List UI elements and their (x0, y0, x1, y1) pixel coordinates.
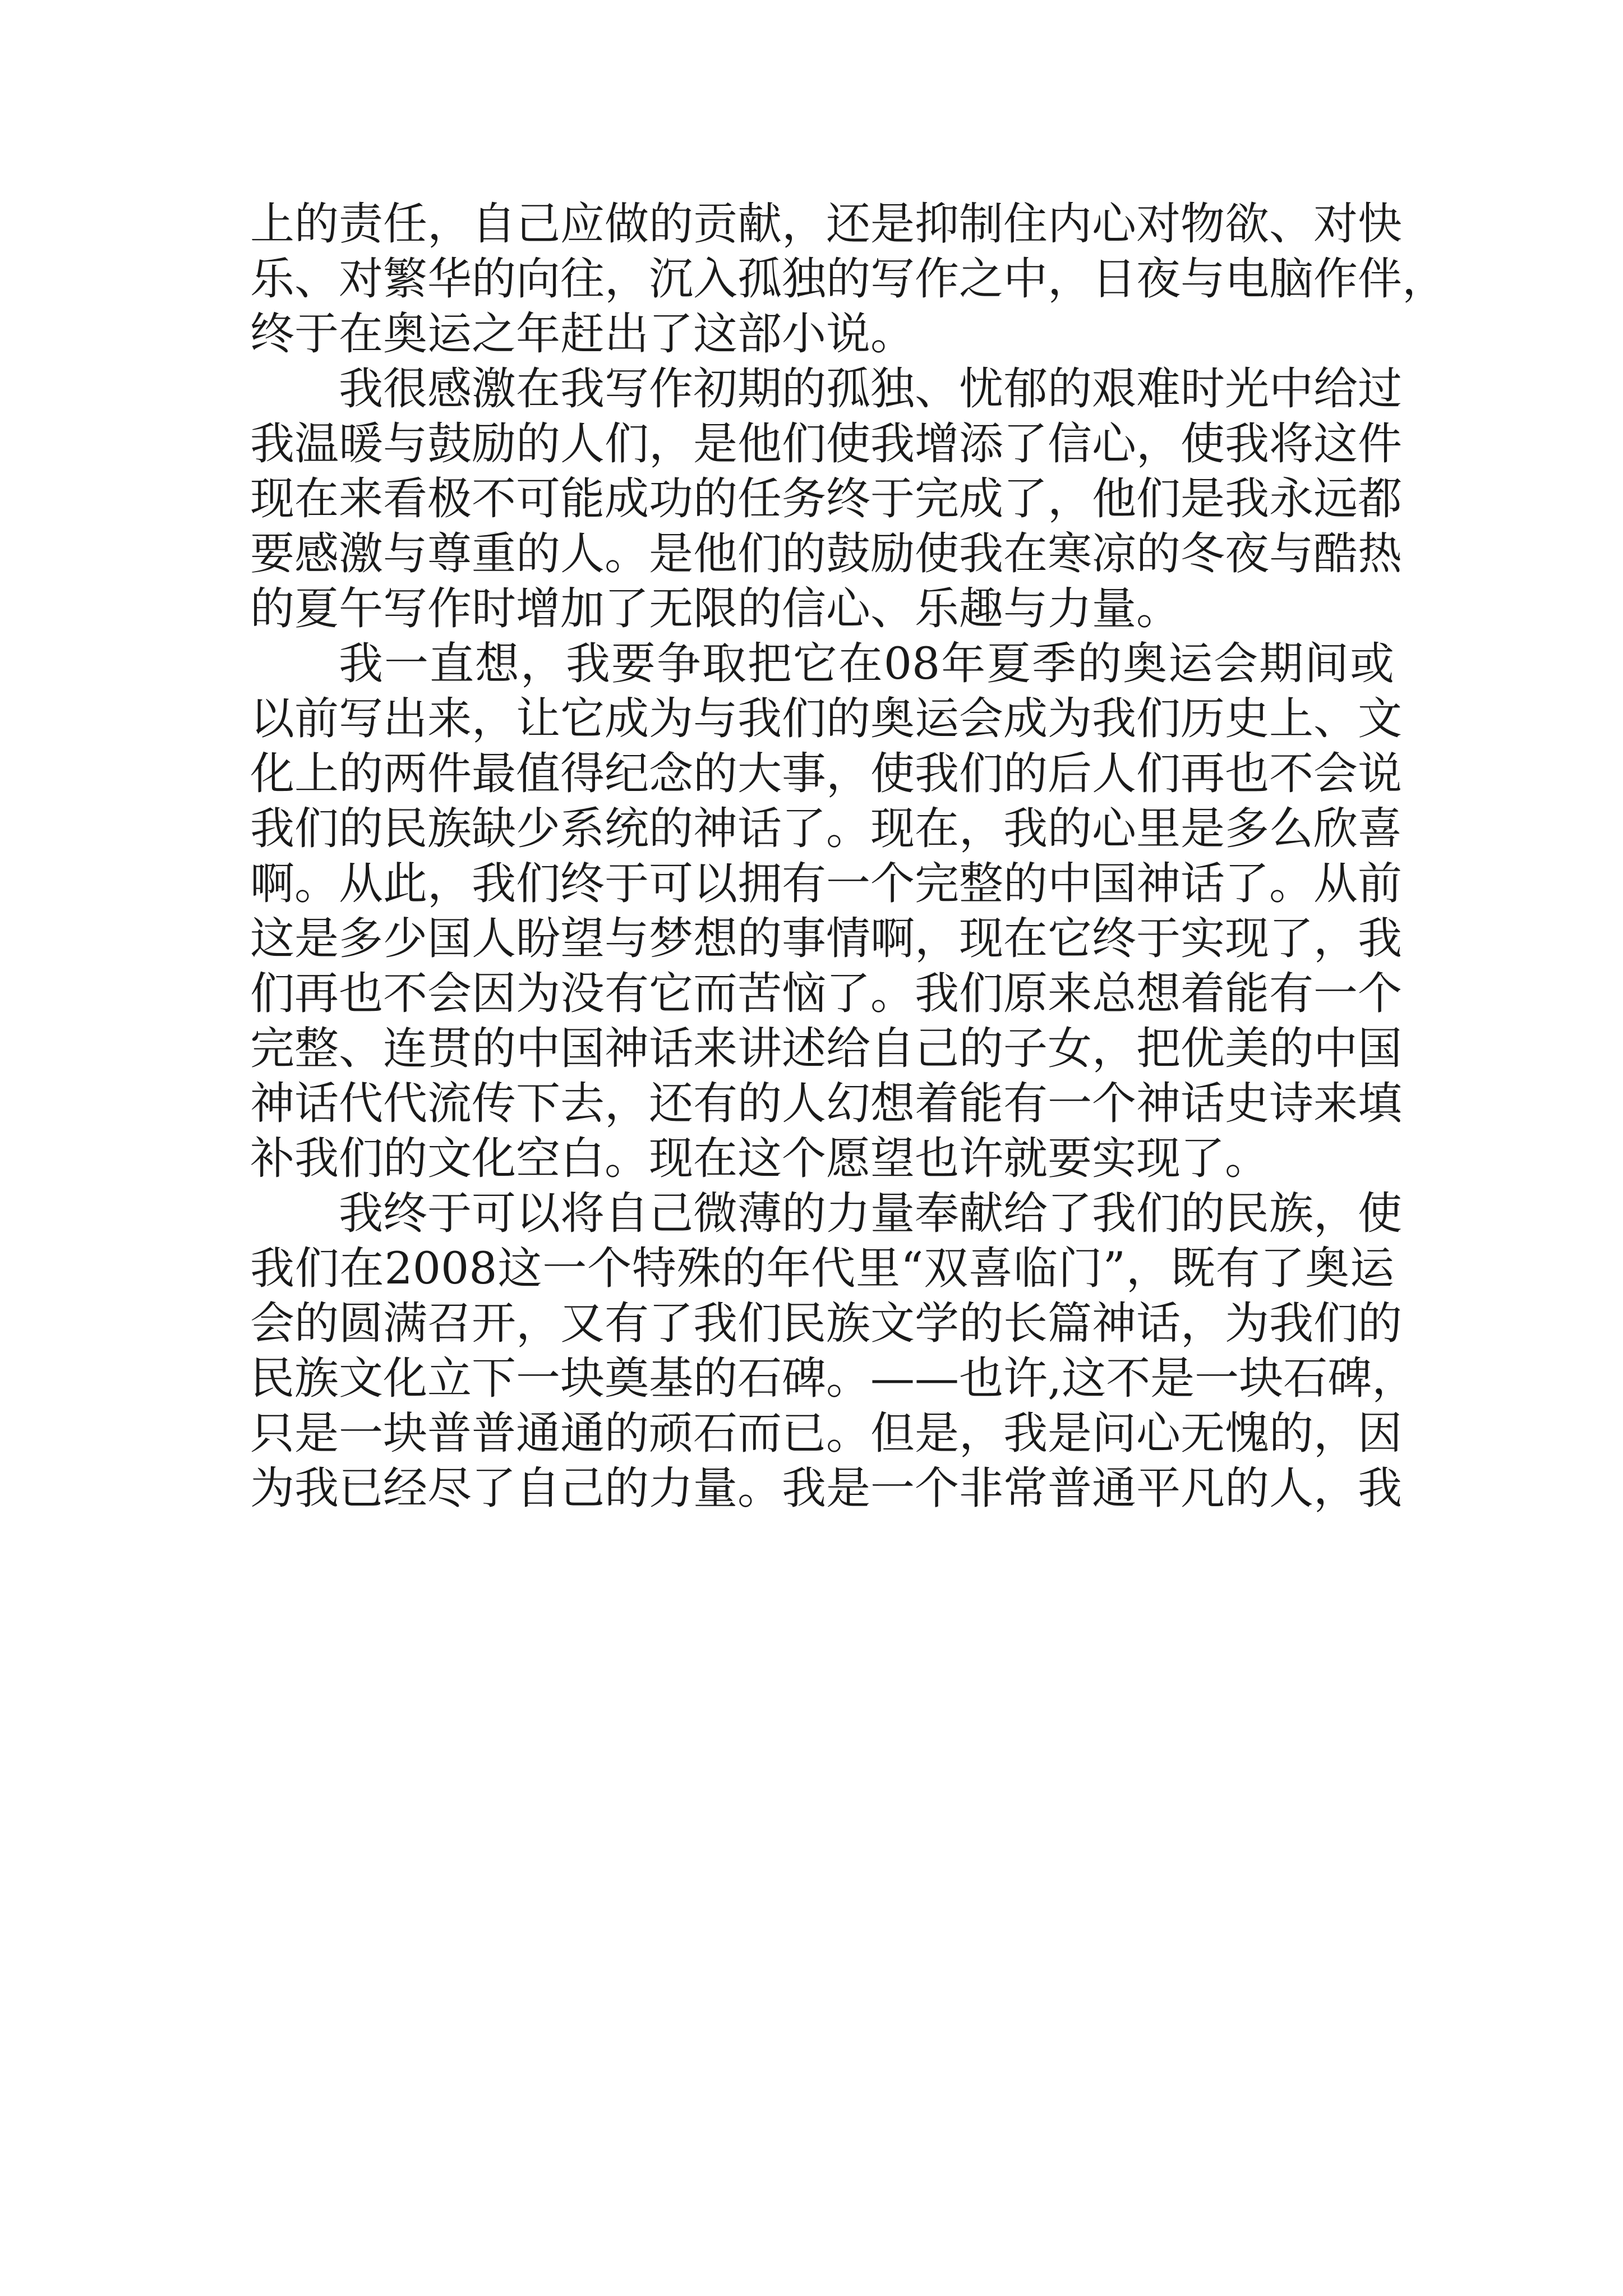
text-line: 为我已经尽了自己的力量。我是一个非常普通平凡的人，我 (250, 1462, 1402, 1514)
text-line: 啊。从此，我们终于可以拥有一个完整的中国神话了。从前 (250, 858, 1402, 909)
paragraph-1 (250, 196, 1446, 361)
text-line: 上的责任，自己应做的贡献，还是抑制住内心对物欲、对快 (250, 198, 1402, 250)
text-line: 神话代代流传下去，还有的人幻想着能有一个神话史诗来填 (250, 1078, 1402, 1129)
text-line: 我一直想，我要争取把它在08年夏季的奥运会期间或 (339, 638, 1394, 689)
text-line: 只是一块普普通通的顽石而已。但是，我是问心无愧的，因 (250, 1407, 1402, 1459)
text-line: 以前写出来，让它成为与我们的奥运会成为我们历史上、文 (250, 693, 1402, 744)
text-line: 民族文化立下一块奠基的石碑。——也许,这不是一块石碑， (250, 1352, 1417, 1404)
text-line: 完整、连贯的中国神话来讲述给自己的子女，把优美的中国 (250, 1023, 1402, 1074)
text-line: 我们的民族缺少系统的神话了。现在，我的心里是多么欣喜 (250, 803, 1402, 854)
text-line: 我很感激在我写作初期的孤独、忧郁的艰难时光中给过 (339, 363, 1402, 415)
text-line: 终于在奥运之年赶出了这部小说。 (250, 308, 915, 360)
text-line: 会的圆满召开，又有了我们民族文学的长篇神话，为我们的 (250, 1297, 1402, 1349)
text-line: 要感激与尊重的人。是他们的鼓励使我在寒凉的冬夜与酷热 (250, 528, 1402, 579)
text-line: 化上的两件最值得纪念的大事，使我们的后人们再也不会说 (250, 748, 1402, 799)
text-line: 乐、对繁华的向往，沉入孤独的写作之中，日夜与电脑作伴， (250, 253, 1446, 305)
text-line: 们再也不会因为没有它而苦恼了。我们原来总想着能有一个 (250, 968, 1402, 1019)
text-line: 补我们的文化空白。现在这个愿望也许就要实现了。 (250, 1133, 1269, 1184)
text-line: 我终于可以将自己微薄的力量奉献给了我们的民族，使 (339, 1188, 1402, 1239)
text-line: 这是多少国人盼望与梦想的事情啊，现在它终于实现了，我 (250, 913, 1402, 964)
text-line: 我们在2008这一个特殊的年代里“双喜临门”，既有了奥运 (250, 1243, 1394, 1294)
paragraph-3 (250, 636, 1402, 1186)
text-line: 的夏午写作时增加了无限的信心、乐趣与力量。 (250, 583, 1181, 634)
paragraph-4 (250, 1186, 1417, 1516)
text-line: 现在来看极不可能成功的任务终于完成了，他们是我永远都 (250, 473, 1402, 524)
paragraph-2 (250, 361, 1402, 636)
body-text (250, 196, 1446, 1516)
text-line: 我温暖与鼓励的人们，是他们使我增添了信心，使我将这件 (250, 418, 1402, 470)
